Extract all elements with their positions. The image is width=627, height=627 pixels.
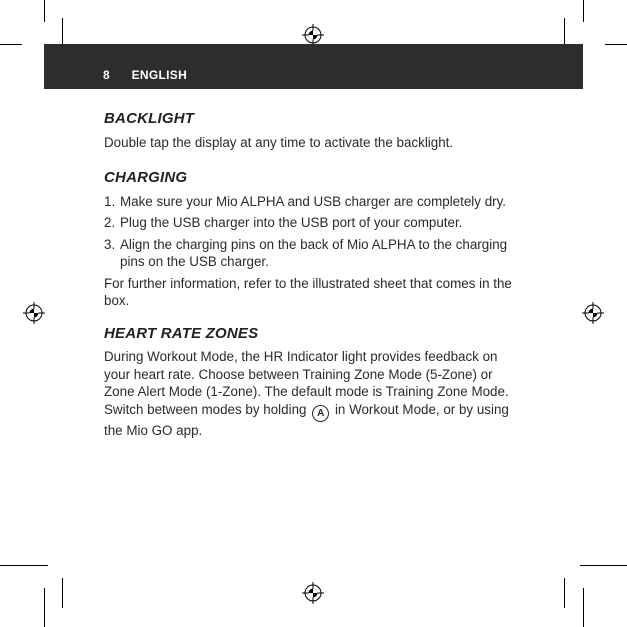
crop-mark [605,44,627,45]
registration-mark-icon [582,302,604,324]
step-text: Align the charging pins on the back of Mio ALPHA to the charging pins on the USB charger. [120,236,508,269]
crop-mark [580,565,627,566]
crop-mark [0,565,48,566]
page-content [104,110,524,439]
button-a-icon: A [312,405,329,422]
registration-mark-icon [302,24,324,46]
zones-text-before: During Workout Mode, the HR Indicator light provides feedback on your heart rate. Choose between Training Zone Mode (5-Zone) or Zone Alert Mode (1-Zone). The default mode is Training Zone Mode. Switch between modes by holding [104,349,509,417]
crop-mark [44,588,45,627]
charging-heading: CHARGING [104,169,188,186]
step-text: Make sure your Mio ALPHA and USB charger are completely dry. [120,193,507,209]
crop-mark [62,578,63,608]
page-number: 8 [103,68,110,82]
step-number: 1. [104,193,116,209]
crop-mark [0,44,22,45]
step-text: Plug the USB charger into the USB port of your computer. [120,215,463,230]
crop-mark [583,0,584,22]
backlight-section [104,110,524,151]
heart-rate-zones-section [104,325,524,440]
list-item [104,236,524,271]
crop-mark [564,578,565,608]
heart-rate-zones-body [104,348,524,439]
registration-mark-icon [302,582,324,604]
crop-mark [44,0,45,22]
list-item [104,193,524,211]
heart-rate-zones-heading: HEART RATE ZONES [104,324,259,342]
registration-mark-icon [23,302,45,324]
zones-text-after: in Workout Mode, or by using the Mio GO app. [104,401,509,438]
crop-mark [583,588,584,627]
backlight-body: Double tap the display at any time to activate the backlight. [104,134,454,150]
list-item [104,214,524,232]
charging-steps [104,193,524,271]
backlight-heading: BACKLIGHT [104,110,195,127]
page-header [103,68,187,82]
step-number: 3. [104,236,116,252]
charging-note: For further information, refer to the illustrated sheet that comes in the box. [104,275,512,308]
step-number: 2. [104,215,116,230]
language-label: ENGLISH [131,68,188,82]
page-header-bar [44,44,583,89]
charging-section [104,169,524,310]
